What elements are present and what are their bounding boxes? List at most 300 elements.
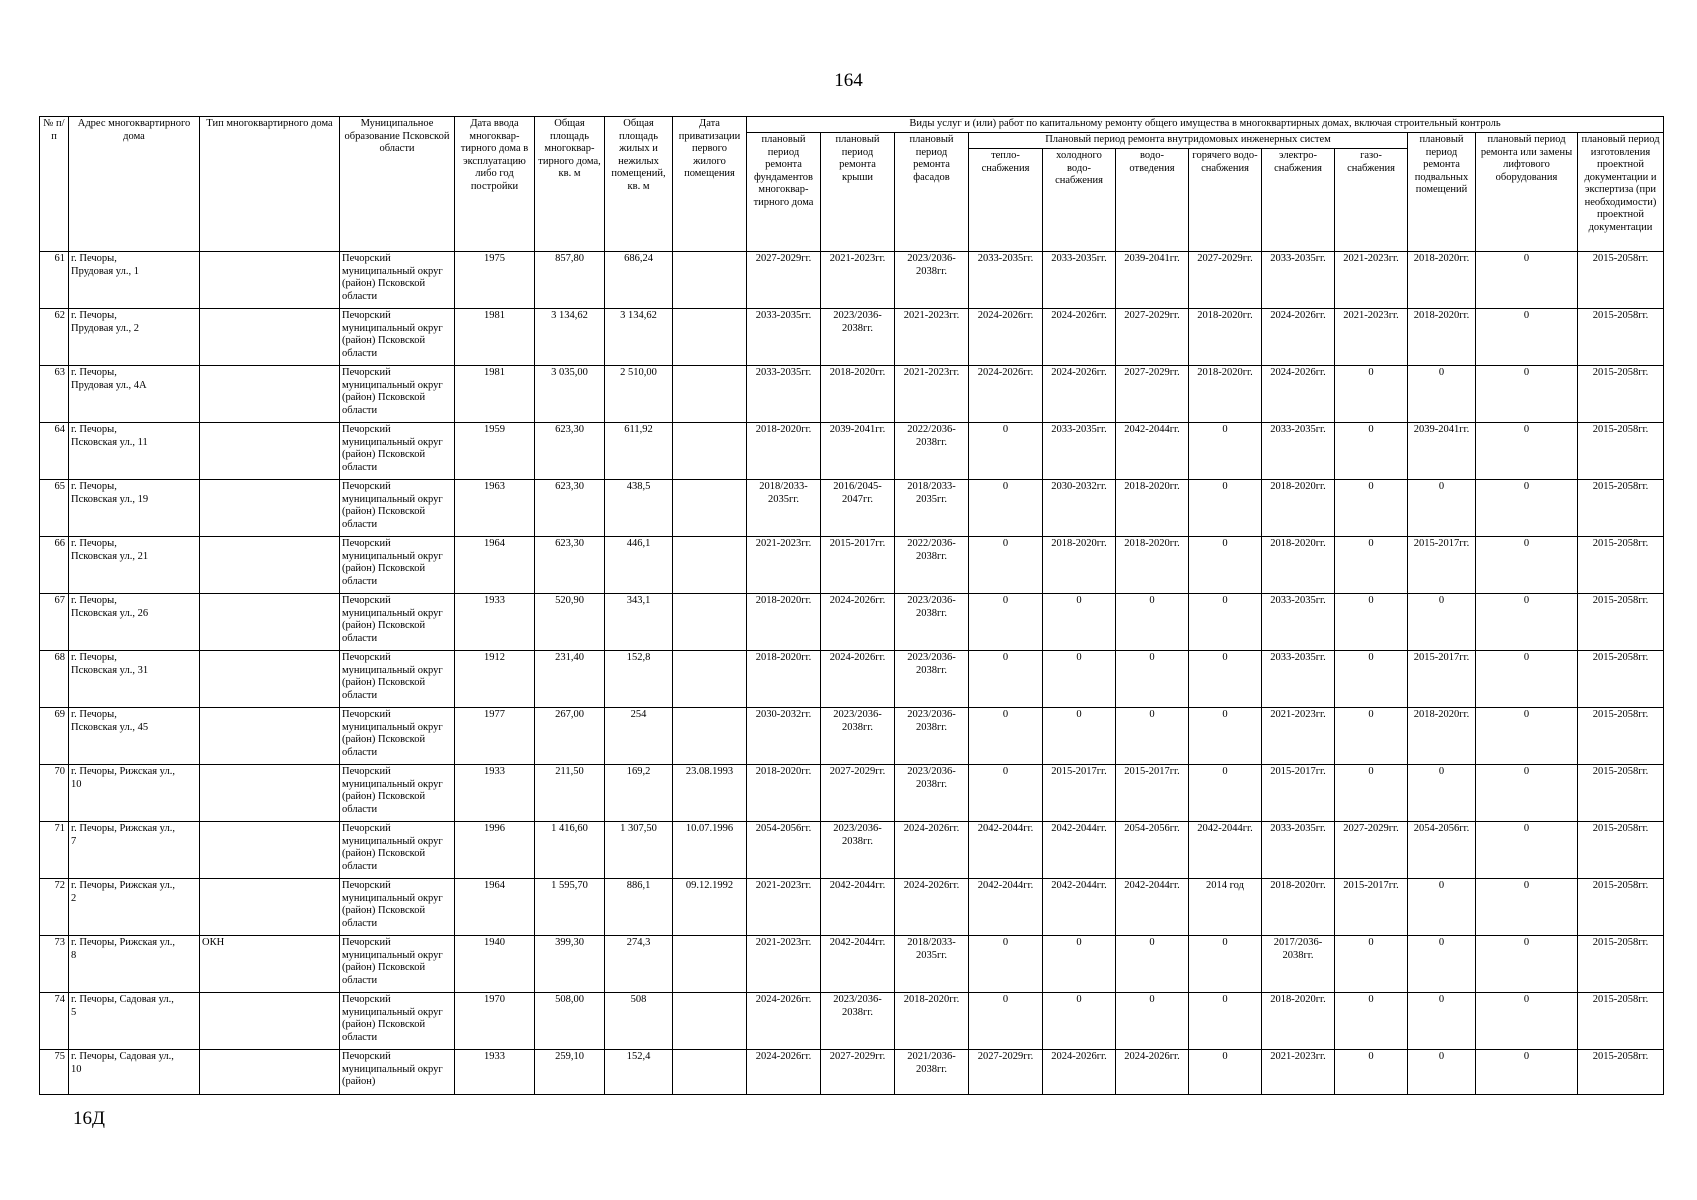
row-foundation: 2018-2020гг. [747,765,821,822]
row-municipality: Печорский муниципальный округ (район) Псковской области [340,537,455,594]
row-gas: 0 [1335,765,1408,822]
row-total-area: 231,40 [535,651,605,708]
row-number: 72 [40,879,69,936]
row-house-type [200,708,340,765]
row-elevator: 0 [1476,594,1578,651]
row-house-type [200,594,340,651]
table-row [40,936,1664,993]
row-heat: 0 [969,594,1043,651]
header-address: Адрес многоквартирного дома [69,117,200,252]
row-house-type [200,651,340,708]
table-row [40,480,1664,537]
row-privatization-date [673,936,747,993]
row-cold-water: 0 [1043,594,1116,651]
row-house-type [200,309,340,366]
header-commission-date: Дата ввода многоквар-тирного дома в эксплуатацию либо год постройки [455,117,535,252]
row-privatization-date [673,366,747,423]
row-gas: 2021-2023гг. [1335,309,1408,366]
row-electric: 2018-2020гг. [1262,993,1335,1050]
row-sewage: 2027-2029гг. [1116,309,1189,366]
row-year: 1933 [455,765,535,822]
row-privatization-date [673,1050,747,1095]
row-total-area: 267,00 [535,708,605,765]
row-privatization-date [673,594,747,651]
row-cold-water: 0 [1043,936,1116,993]
row-municipality: Печорский муниципальный округ (район) Псковской области [340,366,455,423]
row-total-area: 399,30 [535,936,605,993]
row-basement: 2039-2041гг. [1408,423,1476,480]
row-total-area: 1 416,60 [535,822,605,879]
row-living-area: 1 307,50 [605,822,673,879]
page-number: 164 [834,70,863,91]
row-electric: 2033-2035гг. [1262,594,1335,651]
row-roof: 2024-2026гг. [821,594,895,651]
row-facade: 2018/2033-2035гг. [895,480,969,537]
row-sewage: 2018-2020гг. [1116,537,1189,594]
row-roof: 2027-2029гг. [821,765,895,822]
row-privatization-date: 10.07.1996 [673,822,747,879]
row-heat: 0 [969,765,1043,822]
row-house-type [200,252,340,309]
row-facade: 2021/2036-2038гг. [895,1050,969,1095]
row-privatization-date [673,537,747,594]
row-electric: 2033-2035гг. [1262,651,1335,708]
row-total-area: 623,30 [535,480,605,537]
row-cold-water: 2042-2044гг. [1043,822,1116,879]
row-roof: 2018-2020гг. [821,366,895,423]
capital-repair-table [39,116,1664,1095]
row-basement: 2018-2020гг. [1408,309,1476,366]
row-number: 62 [40,309,69,366]
header-works-group: Виды услуг и (или) работ по капитальному ремонту общего имущества в многоквартирных домах, включая строительный контроль [747,117,1664,133]
row-elevator: 0 [1476,1050,1578,1095]
row-elevator: 0 [1476,936,1578,993]
row-facade: 2021-2023гг. [895,309,969,366]
row-heat: 0 [969,936,1043,993]
row-privatization-date [673,252,747,309]
row-heat: 0 [969,708,1043,765]
header-living-area: Общая площадь жилых и нежилых помещений, кв. м [605,117,673,252]
row-electric: 2033-2035гг. [1262,252,1335,309]
row-house-type [200,765,340,822]
address-line-2: Псковская ул., 45 [71,721,149,733]
row-electric: 2018-2020гг. [1262,480,1335,537]
row-gas: 2021-2023гг. [1335,252,1408,309]
row-gas: 2027-2029гг. [1335,822,1408,879]
header-foundation: плановый период ремонта фундаментов многоквар-тирного дома [747,133,821,252]
row-foundation: 2054-2056гг. [747,822,821,879]
row-elevator: 0 [1476,480,1578,537]
row-house-type [200,822,340,879]
table-row [40,651,1664,708]
row-hot-water: 0 [1189,423,1262,480]
row-address [69,594,200,651]
row-foundation: 2024-2026гг. [747,1050,821,1095]
row-elevator: 0 [1476,993,1578,1050]
row-living-area: 2 510,00 [605,366,673,423]
row-living-area: 3 134,62 [605,309,673,366]
table-row [40,879,1664,936]
row-roof: 2024-2026гг. [821,651,895,708]
row-year: 1981 [455,366,535,423]
row-sewage: 0 [1116,936,1189,993]
row-total-area: 508,00 [535,993,605,1050]
row-municipality: Печорский муниципальный округ (район) Псковской области [340,252,455,309]
row-roof: 2015-2017гг. [821,537,895,594]
row-hot-water: 0 [1189,765,1262,822]
row-cold-water: 2024-2026гг. [1043,309,1116,366]
address-line-2: Псковская ул., 19 [71,493,149,505]
row-municipality: Печорский муниципальный округ (район) Псковской области [340,879,455,936]
row-facade: 2023/2036-2038гг. [895,708,969,765]
row-elevator: 0 [1476,879,1578,936]
row-living-area: 274,3 [605,936,673,993]
row-roof: 2039-2041гг. [821,423,895,480]
table-row [40,366,1664,423]
row-design-docs: 2015-2058гг. [1578,252,1664,309]
row-basement: 2015-2017гг. [1408,537,1476,594]
row-facade: 2018/2033-2035гг. [895,936,969,993]
row-foundation: 2027-2029гг. [747,252,821,309]
row-design-docs: 2015-2058гг. [1578,309,1664,366]
row-cold-water: 2030-2032гг. [1043,480,1116,537]
row-municipality: Печорский муниципальный округ (район) Псковской области [340,765,455,822]
header-design-docs: плановый период изготовления проектной документации и экспертиза (при необходимости) проектной документации [1578,133,1664,252]
table-row [40,1050,1664,1095]
row-elevator: 0 [1476,822,1578,879]
row-number: 66 [40,537,69,594]
row-living-area: 254 [605,708,673,765]
row-municipality: Печорский муниципальный округ (район) Псковской области [340,423,455,480]
row-design-docs: 2015-2058гг. [1578,765,1664,822]
row-electric: 2033-2035гг. [1262,423,1335,480]
row-sewage: 0 [1116,651,1189,708]
row-municipality: Печорский муниципальный округ (район) [340,1050,455,1095]
row-heat: 0 [969,993,1043,1050]
row-sewage: 2027-2029гг. [1116,366,1189,423]
header-gas: газо-снабжения [1335,149,1408,252]
row-year: 1933 [455,594,535,651]
row-facade: 2022/2036-2038гг. [895,423,969,480]
address-line-2: Прудовая ул., 2 [71,322,139,334]
row-number: 75 [40,1050,69,1095]
row-facade: 2023/2036-2038гг. [895,594,969,651]
row-year: 1940 [455,936,535,993]
row-gas: 0 [1335,480,1408,537]
row-roof: 2023/2036-2038гг. [821,708,895,765]
row-privatization-date [673,423,747,480]
address-line-1: г. Печоры, [71,367,117,378]
row-cold-water: 2024-2026гг. [1043,366,1116,423]
header-type: Тип многоквартирного дома [200,117,340,252]
address-line-1: г. Печоры, [71,709,117,720]
row-gas: 0 [1335,651,1408,708]
row-number: 65 [40,480,69,537]
row-cold-water: 0 [1043,993,1116,1050]
row-gas: 0 [1335,594,1408,651]
table-row [40,708,1664,765]
row-year: 1975 [455,252,535,309]
row-living-area: 446,1 [605,537,673,594]
address-line-1: г. Печоры, [71,595,117,606]
row-foundation: 2021-2023гг. [747,879,821,936]
row-roof: 2023/2036-2038гг. [821,993,895,1050]
address-line-1: г. Печоры, [71,652,117,663]
address-line-2: 10 [71,1063,82,1075]
row-address [69,480,200,537]
footer-mark: 16Д [73,1108,105,1129]
row-foundation: 2021-2023гг. [747,537,821,594]
row-address [69,651,200,708]
row-year: 1963 [455,480,535,537]
row-design-docs: 2015-2058гг. [1578,480,1664,537]
row-living-area: 343,1 [605,594,673,651]
row-address [69,765,200,822]
address-line-1: г. Печоры, [71,253,117,264]
row-address [69,708,200,765]
row-basement: 0 [1408,1050,1476,1095]
row-hot-water: 0 [1189,1050,1262,1095]
row-number: 70 [40,765,69,822]
row-design-docs: 2015-2058гг. [1578,537,1664,594]
row-cold-water: 0 [1043,708,1116,765]
row-house-type [200,366,340,423]
address-line-1: г. Печоры, [71,310,117,321]
row-elevator: 0 [1476,309,1578,366]
row-address [69,309,200,366]
row-address [69,822,200,879]
row-sewage: 0 [1116,708,1189,765]
table-row [40,252,1664,309]
header-elevator: плановый период ремонта или замены лифтового оборудования [1476,133,1578,252]
address-line-1: г. Печоры, Рижская ул., [71,937,175,948]
row-foundation: 2021-2023гг. [747,936,821,993]
row-gas: 0 [1335,708,1408,765]
row-roof: 2042-2044гг. [821,879,895,936]
row-cold-water: 2042-2044гг. [1043,879,1116,936]
row-elevator: 0 [1476,537,1578,594]
row-privatization-date [673,480,747,537]
row-heat: 2024-2026гг. [969,309,1043,366]
address-line-2: Псковская ул., 31 [71,664,149,676]
row-year: 1964 [455,879,535,936]
row-living-area: 686,24 [605,252,673,309]
row-facade: 2023/2036-2038гг. [895,651,969,708]
row-elevator: 0 [1476,423,1578,480]
row-foundation: 2018/2033-2035гг. [747,480,821,537]
row-total-area: 1 595,70 [535,879,605,936]
row-house-type: ОКН [200,936,340,993]
row-heat: 2042-2044гг. [969,879,1043,936]
row-hot-water: 0 [1189,537,1262,594]
row-municipality: Печорский муниципальный округ (район) Псковской области [340,480,455,537]
row-foundation: 2030-2032гг. [747,708,821,765]
row-municipality: Печорский муниципальный округ (район) Псковской области [340,594,455,651]
row-municipality: Печорский муниципальный округ (район) Псковской области [340,651,455,708]
row-number: 67 [40,594,69,651]
row-electric: 2015-2017гг. [1262,765,1335,822]
row-municipality: Печорский муниципальный округ (район) Псковской области [340,822,455,879]
table-row [40,594,1664,651]
row-total-area: 623,30 [535,423,605,480]
address-line-2: 5 [71,1006,77,1018]
row-sewage: 2024-2026гг. [1116,1050,1189,1095]
row-cold-water: 2018-2020гг. [1043,537,1116,594]
row-hot-water: 0 [1189,993,1262,1050]
row-address [69,366,200,423]
row-total-area: 259,10 [535,1050,605,1095]
row-municipality: Печорский муниципальный округ (район) Псковской области [340,993,455,1050]
address-line-2: Псковская ул., 26 [71,607,149,619]
row-basement: 0 [1408,594,1476,651]
header-cold-water: холодного водо-снабжения [1043,149,1116,252]
row-sewage: 2054-2056гг. [1116,822,1189,879]
row-hot-water: 2042-2044гг. [1189,822,1262,879]
address-line-1: г. Печоры, [71,424,117,435]
row-total-area: 857,80 [535,252,605,309]
row-heat: 0 [969,651,1043,708]
row-house-type [200,423,340,480]
row-basement: 0 [1408,765,1476,822]
row-design-docs: 2015-2058гг. [1578,879,1664,936]
row-number: 61 [40,252,69,309]
header-roof: плановый период ремонта крыши [821,133,895,252]
row-year: 1970 [455,993,535,1050]
table-row [40,537,1664,594]
row-basement: 0 [1408,936,1476,993]
row-basement: 0 [1408,480,1476,537]
row-address [69,423,200,480]
table-row [40,822,1664,879]
row-number: 63 [40,366,69,423]
row-number: 74 [40,993,69,1050]
row-year: 1996 [455,822,535,879]
row-basement: 2054-2056гг. [1408,822,1476,879]
row-house-type [200,480,340,537]
address-line-1: г. Печоры, [71,538,117,549]
row-living-area: 152,4 [605,1050,673,1095]
row-design-docs: 2015-2058гг. [1578,708,1664,765]
row-cold-water: 2033-2035гг. [1043,252,1116,309]
row-basement: 0 [1408,366,1476,423]
table-body [40,252,1664,1095]
row-number: 69 [40,708,69,765]
row-total-area: 520,90 [535,594,605,651]
row-year: 1959 [455,423,535,480]
row-design-docs: 2015-2058гг. [1578,993,1664,1050]
row-address [69,879,200,936]
row-sewage: 0 [1116,993,1189,1050]
row-heat: 0 [969,537,1043,594]
row-living-area: 611,92 [605,423,673,480]
row-electric: 2021-2023гг. [1262,1050,1335,1095]
address-line-1: г. Печоры, Рижская ул., [71,766,175,777]
address-line-2: Прудовая ул., 1 [71,265,139,277]
row-foundation: 2033-2035гг. [747,366,821,423]
row-sewage: 2018-2020гг. [1116,480,1189,537]
row-foundation: 2018-2020гг. [747,423,821,480]
row-elevator: 0 [1476,252,1578,309]
row-privatization-date [673,309,747,366]
address-line-1: г. Печоры, Рижская ул., [71,880,175,891]
row-elevator: 0 [1476,708,1578,765]
row-privatization-date: 09.12.1992 [673,879,747,936]
header-basement: плановый период ремонта подвальных помещений [1408,133,1476,252]
header-privatization-date: Дата приватизации первого жилого помещения [673,117,747,252]
header-sewage: водо-отведения [1116,149,1189,252]
row-design-docs: 2015-2058гг. [1578,936,1664,993]
header-hot-water: горячего водо-снабжения [1189,149,1262,252]
row-gas: 0 [1335,1050,1408,1095]
row-municipality: Печорский муниципальный округ (район) Псковской области [340,708,455,765]
row-elevator: 0 [1476,651,1578,708]
row-hot-water: 2018-2020гг. [1189,309,1262,366]
table-row [40,423,1664,480]
table-row [40,765,1664,822]
row-design-docs: 2015-2058гг. [1578,1050,1664,1095]
row-year: 1977 [455,708,535,765]
row-foundation: 2033-2035гг. [747,309,821,366]
row-privatization-date [673,651,747,708]
row-design-docs: 2015-2058гг. [1578,651,1664,708]
address-line-2: 8 [71,949,77,961]
row-hot-water: 0 [1189,594,1262,651]
address-line-2: Псковская ул., 11 [71,436,148,448]
row-privatization-date [673,708,747,765]
row-sewage: 2042-2044гг. [1116,879,1189,936]
table-row [40,309,1664,366]
row-gas: 2015-2017гг. [1335,879,1408,936]
row-hot-water: 0 [1189,480,1262,537]
row-living-area: 169,2 [605,765,673,822]
row-electric: 2017/2036-2038гг. [1262,936,1335,993]
row-gas: 0 [1335,537,1408,594]
row-basement: 2018-2020гг. [1408,252,1476,309]
row-basement: 2018-2020гг. [1408,708,1476,765]
row-roof: 2023/2036-2038гг. [821,309,895,366]
row-living-area: 152,8 [605,651,673,708]
row-design-docs: 2015-2058гг. [1578,594,1664,651]
row-foundation: 2018-2020гг. [747,651,821,708]
row-hot-water: 0 [1189,936,1262,993]
row-living-area: 438,5 [605,480,673,537]
row-roof: 2023/2036-2038гг. [821,822,895,879]
row-number: 64 [40,423,69,480]
row-address [69,1050,200,1095]
row-roof: 2016/2045-2047гг. [821,480,895,537]
row-heat: 0 [969,423,1043,480]
row-facade: 2022/2036-2038гг. [895,537,969,594]
address-line-2: Прудовая ул., 4А [71,379,147,391]
row-total-area: 211,50 [535,765,605,822]
header-num: № п/п [40,117,69,252]
address-line-1: г. Печоры, Садовая ул., [71,1051,174,1062]
row-cold-water: 2015-2017гг. [1043,765,1116,822]
row-electric: 2033-2035гг. [1262,822,1335,879]
row-house-type [200,537,340,594]
row-gas: 0 [1335,423,1408,480]
row-elevator: 0 [1476,366,1578,423]
header-total-area: Общая площадь многоквар-тирного дома, кв. м [535,117,605,252]
row-elevator: 0 [1476,765,1578,822]
row-total-area: 3 134,62 [535,309,605,366]
row-year: 1964 [455,537,535,594]
address-line-2: 2 [71,892,77,904]
header-electric: электро-снабжения [1262,149,1335,252]
row-house-type [200,1050,340,1095]
row-basement: 0 [1408,993,1476,1050]
row-sewage: 2039-2041гг. [1116,252,1189,309]
